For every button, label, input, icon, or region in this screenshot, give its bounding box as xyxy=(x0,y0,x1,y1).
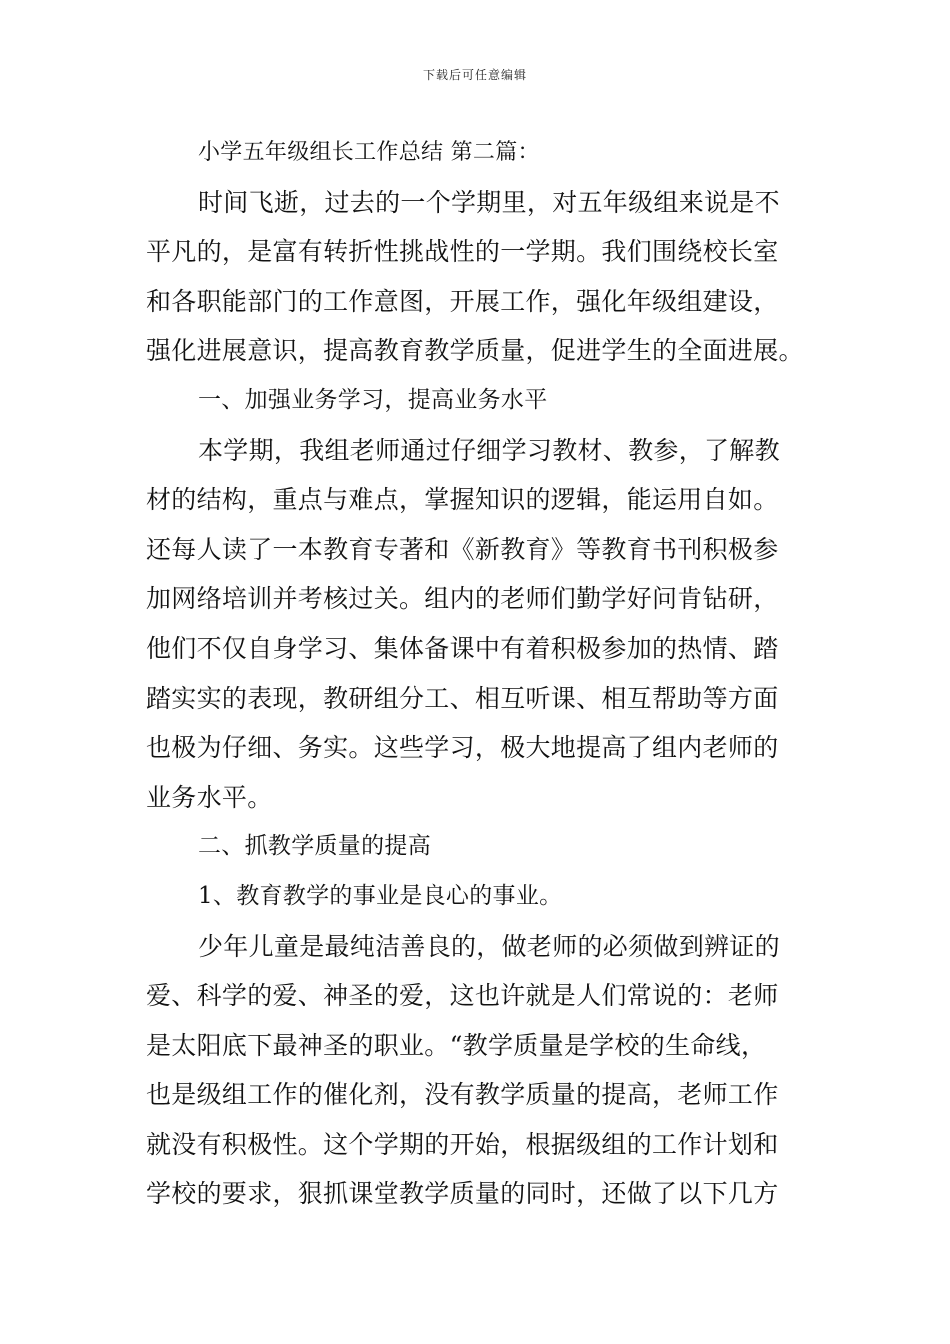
paragraph-line: 是太阳底下最神圣的职业。“教学质量是学校的生命线， xyxy=(146,1030,767,1060)
paragraph-line: 爱、科学的爱、神圣的爱，这也许就是人们常说的：老师 xyxy=(146,981,779,1011)
paragraph-line: 就没有积极性。这个学期的开始，根据级组的工作计划和 xyxy=(146,1129,779,1159)
header-note: 下载后可任意编辑 xyxy=(422,68,527,82)
section-heading: 二、抓教学质量的提高 xyxy=(198,833,431,860)
document-body xyxy=(146,128,811,1219)
section-heading: 一、加强业务学习，提高业务水平 xyxy=(198,386,548,413)
paragraph-line: 平凡的，是富有转折性挑战性的一学期。我们围绕校长室 xyxy=(146,237,779,267)
paragraph-line: 业务水平。 xyxy=(146,782,273,812)
paragraph-line: 强化进展意识，提高教育教学质量，促进学生的全面进展。 xyxy=(146,336,804,366)
paragraph-line: 他们不仅自身学习、集体备课中有着积极参加的热情、踏 xyxy=(146,633,779,663)
paragraph-line: 学校的要求，狠抓课堂教学质量的同时，还做了以下几方 xyxy=(146,1179,779,1209)
document-title: 小学五年级组长工作总结 第二篇： xyxy=(198,140,540,165)
subsection-heading: 1、教育教学的事业是良心的事业。 xyxy=(198,882,563,909)
paragraph-line: 还每人读了一本教育专著和《新教育》等教育书刊积极参 xyxy=(146,534,779,564)
paragraph-line: 也是级组工作的催化剂，没有教学质量的提高，老师工作 xyxy=(146,1080,779,1110)
paragraph-line: 本学期，我组老师通过仔细学习教材、教参，了解教 xyxy=(198,435,780,465)
paragraph-line: 加网络培训并考核过关。组内的老师们勤学好问肯钻研， xyxy=(146,584,779,614)
paragraph-line: 也极为仔细、务实。这些学习，极大地提高了组内老师的 xyxy=(146,733,779,763)
paragraph-line: 少年儿童是最纯洁善良的，做老师的必须做到辨证的 xyxy=(198,931,780,961)
paragraph-line: 踏实实的表现，教研组分工、相互听课、相互帮助等方面 xyxy=(146,683,779,713)
paragraph-line: 材的结构，重点与难点，掌握知识的逻辑，能运用自如。 xyxy=(146,485,779,515)
paragraph-line: 时间飞逝，过去的一个学期里，对五年级组来说是不 xyxy=(198,187,780,217)
paragraph-line: 和各职能部门的工作意图，开展工作，强化年级组建设， xyxy=(146,286,779,316)
